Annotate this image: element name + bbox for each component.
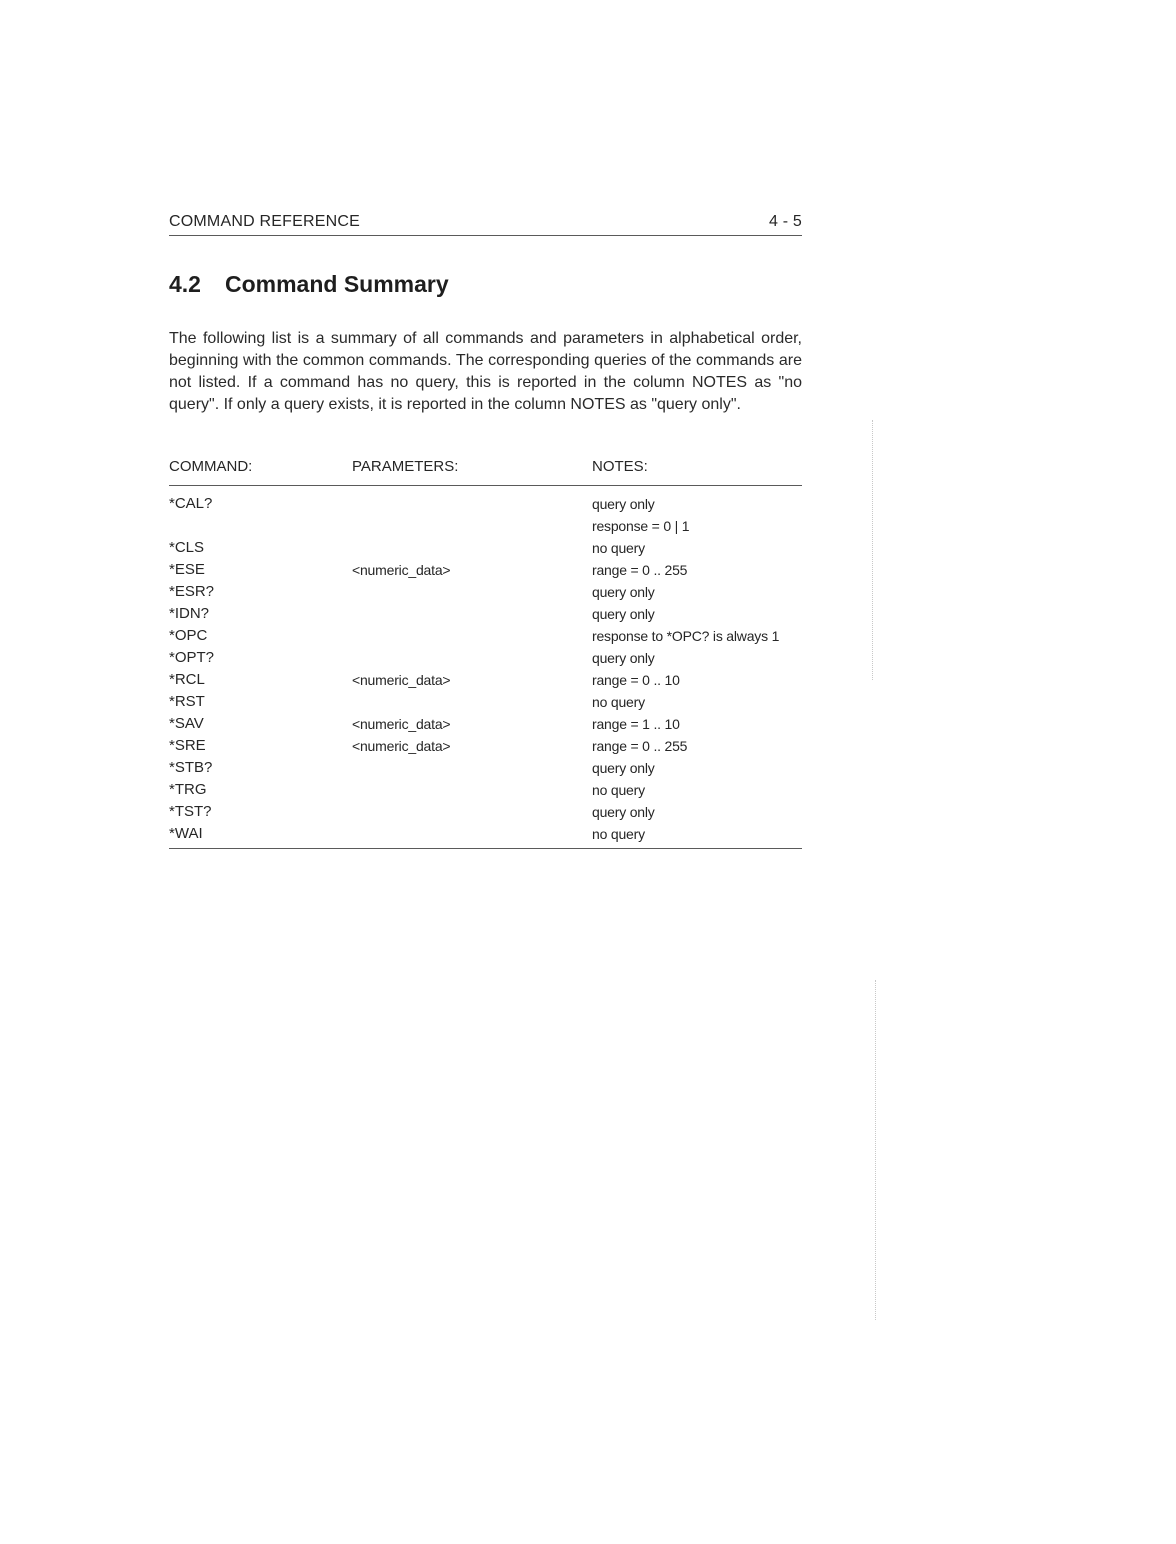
command-table-body <box>169 493 802 849</box>
page-number: 4 - 5 <box>768 213 802 230</box>
notes-cell: query only <box>592 496 655 512</box>
notes-cell: no query <box>592 782 645 798</box>
command-cell: *SAV <box>169 715 204 732</box>
notes-cell: response to *OPC? is always 1 <box>592 628 780 644</box>
table-row <box>169 515 802 537</box>
section-title <box>169 271 449 298</box>
notes-cell: query only <box>592 606 655 622</box>
intro-paragraph: The following list is a summary of all commands and parameters in alphabetical order, beginning with the common commands. The corresponding queries of the commands are not listed. If a command has no query, this is reported in the column NOTES as "no query". If only a query exists, it is reported in the column NOTES as "query only". <box>169 330 802 413</box>
parameters-cell: <numeric_data> <box>352 672 451 688</box>
notes-cell: no query <box>592 540 645 556</box>
parameters-cell: <numeric_data> <box>352 738 451 754</box>
notes-cell: range = 0 .. 255 <box>592 738 688 754</box>
notes-cell: query only <box>592 804 655 820</box>
scan-artifact <box>875 980 877 1320</box>
notes-cell: range = 0 .. 10 <box>592 672 680 688</box>
section-number: 4.2 <box>169 271 201 297</box>
table-row <box>169 669 802 691</box>
command-cell: *RST <box>169 693 205 710</box>
command-cell: *CLS <box>169 539 205 556</box>
notes-cell: query only <box>592 650 655 666</box>
command-cell: *WAI <box>169 825 203 842</box>
table-row <box>169 713 802 735</box>
command-cell: *OPT? <box>169 649 215 666</box>
table-row <box>169 603 802 625</box>
table-row <box>169 735 802 757</box>
notes-cell: response = 0 | 1 <box>592 518 690 534</box>
table-row <box>169 537 802 559</box>
table-row <box>169 691 802 713</box>
scan-artifact <box>872 420 874 680</box>
table-row <box>169 625 802 647</box>
column-header-command: COMMAND: <box>169 458 253 475</box>
notes-cell: no query <box>592 826 645 842</box>
page-header <box>169 213 802 236</box>
table-header <box>169 458 802 486</box>
notes-cell: query only <box>592 584 655 600</box>
table-row <box>169 779 802 801</box>
command-cell: *SRE <box>169 737 206 754</box>
command-cell: *CAL? <box>169 495 213 512</box>
notes-cell: range = 1 .. 10 <box>592 716 680 732</box>
table-row <box>169 493 802 515</box>
column-header-parameters: PARAMETERS: <box>352 458 459 475</box>
command-cell: *STB? <box>169 759 213 776</box>
parameters-cell: <numeric_data> <box>352 562 451 578</box>
column-header-notes: NOTES: <box>592 458 648 475</box>
notes-cell: range = 0 .. 255 <box>592 562 688 578</box>
table-row <box>169 559 802 581</box>
table-row <box>169 647 802 669</box>
table-row <box>169 581 802 603</box>
table-row <box>169 823 802 845</box>
notes-cell: query only <box>592 760 655 776</box>
header-title: COMMAND REFERENCE <box>169 213 360 230</box>
command-cell: *ESR? <box>169 583 215 600</box>
command-cell: *RCL <box>169 671 205 688</box>
section-heading: Command Summary <box>225 271 449 297</box>
command-cell: *OPC <box>169 627 208 644</box>
table-row <box>169 757 802 779</box>
notes-cell: no query <box>592 694 645 710</box>
command-cell: *TRG <box>169 781 207 798</box>
table-row <box>169 801 802 823</box>
command-cell: *TST? <box>169 803 212 820</box>
parameters-cell: <numeric_data> <box>352 716 451 732</box>
command-cell: *IDN? <box>169 605 210 622</box>
command-cell: *ESE <box>169 561 205 578</box>
